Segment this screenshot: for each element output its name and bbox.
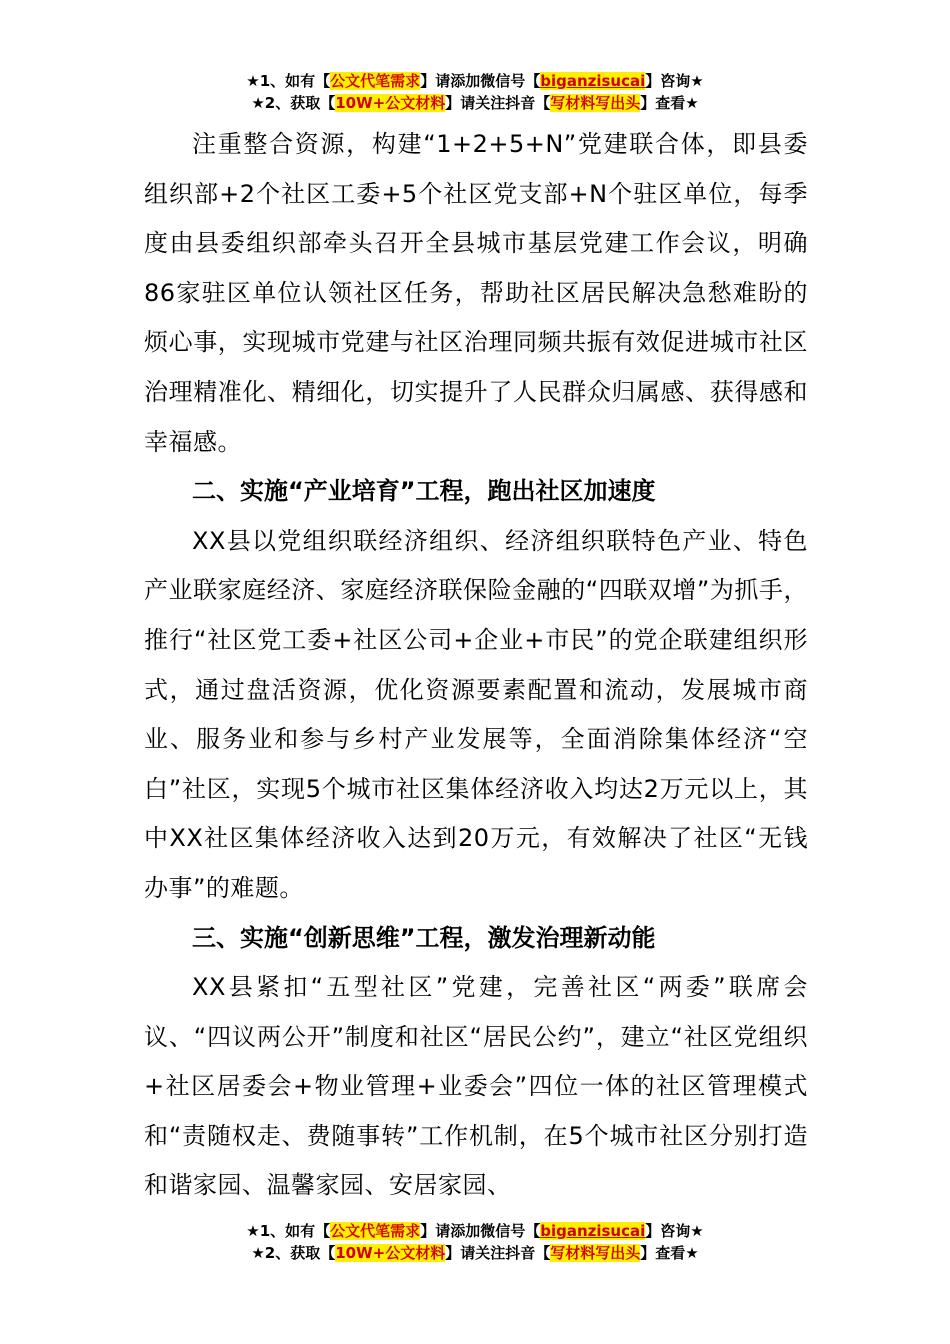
promo-text: 】请添加微信号【 (420, 72, 541, 90)
promo-text: 】查看★ (640, 1244, 699, 1262)
promo-douyin-account: 写材料写出头 (550, 94, 641, 112)
promo-highlight-materials: 10W+公文材料 (335, 94, 446, 112)
promo-text: 】请关注抖音【 (445, 94, 551, 112)
promo-line-1 (0, 70, 950, 92)
promo-text: 】咨询★ (645, 72, 704, 90)
promo-text: 】查看★ (640, 94, 699, 112)
promo-text: ★2、获取【 (251, 1244, 336, 1262)
paragraph-resources: 注重整合资源，构建“1+2+5+N”党建联合体，即县委组织部+2个社区工委+5个社区党支部+N个驻区单位，每季度由县委组织部牵头召开全县城市基层党建工作会议，明确86家驻区单位认领社区任务，帮助社区居民解决急愁难盼的烦心事，实现城市党建与社区治理同频共振有效促进城市社区治理精准化、精细化，切实提升了人民群众归属感、获得感和幸福感。 (144, 130, 808, 456)
promo-wechat-id[interactable]: biganzisucai (540, 1222, 646, 1240)
section-heading-innovation: 三、实施“创新思维”工程，激发治理新动能 (192, 923, 656, 952)
promo-douyin-account: 写材料写出头 (550, 1244, 641, 1262)
promo-line-2 (0, 1242, 950, 1264)
promo-highlight-service: 公文代笔需求 (330, 1222, 421, 1240)
section-heading-industry: 二、实施“产业培育”工程，跑出社区加速度 (192, 477, 656, 506)
promo-line-2 (0, 92, 950, 114)
paragraph-innovation: XX县紧扣“五型社区”党建，完善社区“两委”联席会议、“四议两公开”制度和社区“居民公约”，建立“社区党组织+社区居委会+物业管理+业委会”四位一体的社区管理模式和“责随权走、费随事转”工作机制，在5个城市社区分别打造和谐家园、温馨家园、安居家园、 (144, 973, 808, 1200)
promo-text: ★1、如有【 (246, 1222, 331, 1240)
document-body (144, 120, 808, 1211)
promo-text: 】请关注抖音【 (445, 1244, 551, 1262)
promo-text: ★1、如有【 (246, 72, 331, 90)
promo-highlight-service: 公文代笔需求 (330, 72, 421, 90)
promo-wechat-id[interactable]: biganzisucai (540, 72, 646, 90)
promo-line-1 (0, 1220, 950, 1242)
footer-promo-banner (0, 1220, 950, 1264)
promo-highlight-materials: 10W+公文材料 (335, 1244, 446, 1262)
promo-text: 】咨询★ (645, 1222, 704, 1240)
promo-text: 】请添加微信号【 (420, 1222, 541, 1240)
paragraph-industry: XX县以党组织联经济组织、经济组织联特色产业、特色产业联家庭经济、家庭经济联保险金融的“四联双增”为抓手，推行“社区党工委+社区公司+企业+市民”的党企联建组织形式，通过盘活资源，优化资源要素配置和流动，发展城市商业、服务业和参与乡村产业发展等，全面消除集体经济“空白”社区，实现5个城市社区集体经济收入均达2万元以上，其中XX社区集体经济收入达到20万元，有效解决了社区“无钱办事”的难题。 (144, 526, 808, 902)
promo-text: ★2、获取【 (251, 94, 336, 112)
header-promo-banner (0, 70, 950, 114)
